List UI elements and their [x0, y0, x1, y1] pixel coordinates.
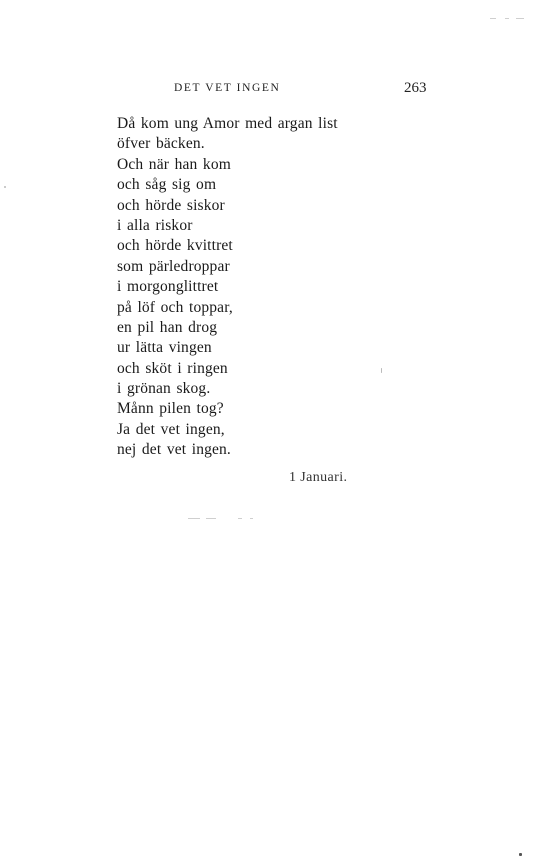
scan-mark [505, 18, 509, 19]
poem-line: och sköt i ringen [117, 359, 228, 377]
poem-line: en pil han drog [117, 318, 218, 336]
scan-mark [206, 518, 216, 519]
poem-dateline: 1 Januari. [289, 470, 348, 485]
poem-line: som pärledroppar [117, 257, 230, 275]
scan-mark [188, 518, 200, 519]
poem-line: och såg sig om [117, 176, 217, 194]
poem-line: ur lätta vingen [117, 339, 212, 357]
poem-line: i grönan skog. [117, 380, 211, 398]
running-head-title: DET VET INGEN [174, 82, 281, 94]
scan-speck [4, 186, 6, 188]
scan-speck [519, 853, 522, 856]
poem-body [117, 114, 338, 461]
poem-line: och hörde siskor [117, 196, 225, 214]
poem-line: och hörde kvittret [117, 237, 233, 255]
scan-mark [238, 518, 242, 519]
scan-mark [250, 518, 253, 519]
poem-line: i morgonglittret [117, 278, 219, 296]
poem-line: Ja det vet ingen, [117, 420, 225, 438]
poem-line: på löf och toppar, [117, 298, 233, 316]
scan-mark [516, 18, 524, 19]
poem-line: Månn pilen tog? [117, 400, 224, 418]
poem-line: i alla riskor [117, 216, 193, 234]
scan-speck [381, 368, 382, 373]
page-number: 263 [404, 80, 427, 96]
poem-line: Och när han kom [117, 155, 231, 173]
poem-line: Då kom ung Amor med argan list [117, 115, 338, 132]
poem-line: öfver bäcken. [117, 135, 205, 153]
poem-line: nej det vet ingen. [117, 441, 231, 459]
scan-mark [490, 18, 496, 19]
